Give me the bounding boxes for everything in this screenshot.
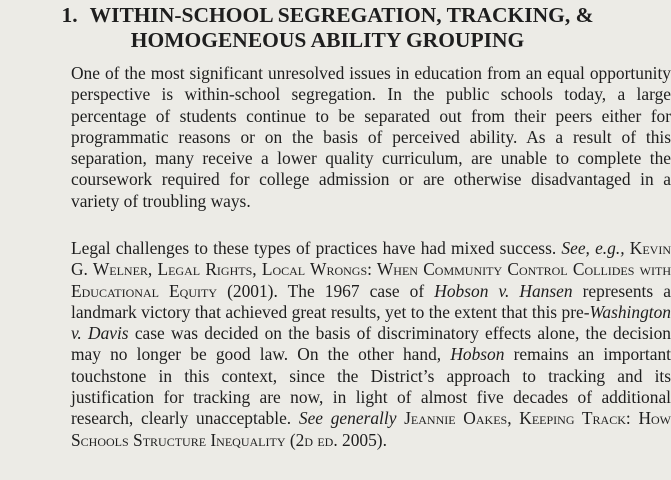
p2-text-a: The 1967 case of: [287, 280, 425, 301]
case-hobson-v-hansen: Hobson v. Hansen: [434, 280, 573, 301]
paragraph-2: [33, 238, 671, 451]
citation-welner: Kevin G. Welner, Legal Rights, Local Wrongs: When Community Control Collides with Educational Equity (2001).: [71, 238, 671, 301]
heading-title-line-1: WITHIN-SCHOOL SEGREGATION, TRACKING, &: [89, 3, 594, 27]
p2-sentence-1: Legal challenges to these types of practices have had mixed success.: [71, 238, 557, 258]
signal-see-eg: See, e.g.,: [561, 238, 625, 258]
heading-title-line-2: HOMOGENEOUS ABILITY GROUPING: [130, 28, 525, 52]
p2-text-d: remains an important touchstone in this context, since the District’s approach to tracking and its justification for tracking are now, in light of almost five decades of additional research, clearly unacceptable.: [71, 344, 671, 429]
section-heading: [0, 3, 655, 53]
paragraph-1: One of the most significant unresolved issues in education from an equal opportunity perspective is within-school segregation. In the public schools today, a large percentage of students continue to be separated out from their peers either for programmatic reasons or on the basis of perceived ability. As a result of this separation, many receive a lower quality curriculum, are unable to complete the coursework required for college admission or are otherwise disadvantaged in a variety of troubling ways.: [71, 63, 671, 211]
p2-text-c: case was decided on the basis of discriminatory effects alone, the decision may no longer be good law. On the other hand,: [71, 323, 671, 365]
signal-see-generally: See generally: [298, 408, 397, 429]
citation-oakes: Jeannie Oakes, Keeping Track: How Schools Structure Inequality (2d ed. 2005).: [71, 408, 671, 450]
case-hobson: Hobson: [450, 344, 505, 365]
p2-text-b: represents a landmark victory that achieved great results, yet to the extent that this pre-: [71, 280, 671, 322]
section-number: 1.: [61, 3, 78, 27]
heading-line-1: [0, 3, 655, 28]
case-washington-v-davis: Washington v. Davis: [71, 301, 671, 344]
